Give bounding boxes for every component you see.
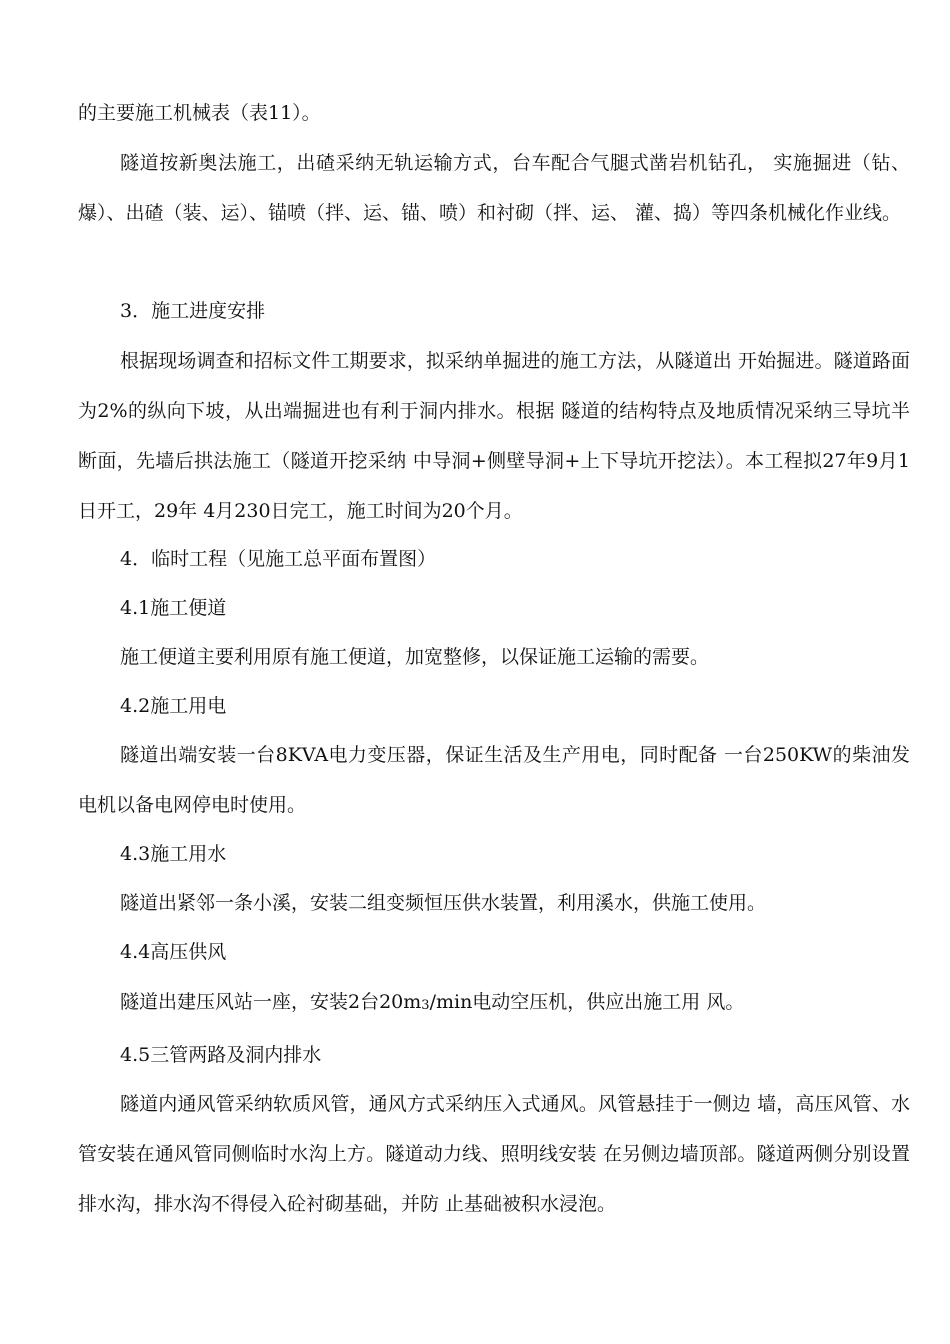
- paragraph-schedule: 根据现场调查和招标文件工期要求，拟采纳单掘进的施工方法，从隧道出 开始掘进。隧道路面为2%的纵向下坡，从出端掘进也有利于洞内排水。根据 隧道的结构特点及地质情况采纳三导坑半断面，先墙后拱法施工（隧道开挖采纳 中导洞+侧壁导洞+上下导坑开挖法）。本工程拟27年9月1日开工，29年 4月230日完工，施工时间为20个月。: [78, 350, 910, 522]
- paragraph-construction-method: 隧道按新奥法施工，出碴采纳无轨运输方式，台车配合气腿式凿岩机钻孔， 实施掘进（钻、爆）、出碴（装、运）、锚喷（拌、运、锚、喷）和衬砌（拌、运、 灌、捣）等四条机械化作业线。: [78, 152, 910, 224]
- paragraph-water-supply: 隧道出紧邻一条小溪，安装二组变频恒压供水装置，利用溪水，供施工使用。: [120, 892, 767, 914]
- heading-schedule: 3．施工进度安排: [120, 300, 266, 322]
- heading-power-supply: 4.2施工用电: [120, 695, 227, 717]
- heading-pipes-drainage: 4.5三管两路及洞内排水: [120, 1044, 322, 1066]
- air-supply-text-a: 隧道出建压风站一座，安装2台20m: [120, 991, 422, 1013]
- paragraph-pipes-drainage: 隧道内通风管采纳软质风管，通风方式采纳压入式通风。风管悬挂于一侧边 墙，高压风管、水管安装在通风管同侧临时水沟上方。隧道动力线、照明线安装 在另侧边墙顶部。隧道两侧分别设置排水沟，排水沟不得侵入砼衬砌基础，并防 止基础被积水浸泡。: [78, 1093, 910, 1215]
- air-supply-text-b: /min电动空压机，供应出施工用 风。: [429, 991, 745, 1013]
- heading-temporary-works: 4．临时工程（见施工总平面布置图）: [120, 548, 437, 570]
- heading-air-supply: 4.4高压供风: [120, 941, 227, 963]
- paragraph-air-supply: [78, 977, 910, 1031]
- heading-access-road: 4.1施工便道: [120, 597, 227, 619]
- heading-water-supply: 4.3施工用水: [120, 843, 227, 865]
- air-supply-unit-exponent: 3: [421, 998, 430, 1013]
- paragraph-power-supply: 隧道出端安装一台8KVA电力变压器，保证生活及生产用电，同时配备 一台250KW的柴油发电机以备电网停电时使用。: [78, 744, 910, 816]
- paragraph-access-road: 施工便道主要利用原有施工便道，加宽整修，以保证施工运输的需要。: [120, 646, 710, 668]
- paragraph-machinery-table-ref: 的主要施工机械表（表11）。: [78, 102, 321, 124]
